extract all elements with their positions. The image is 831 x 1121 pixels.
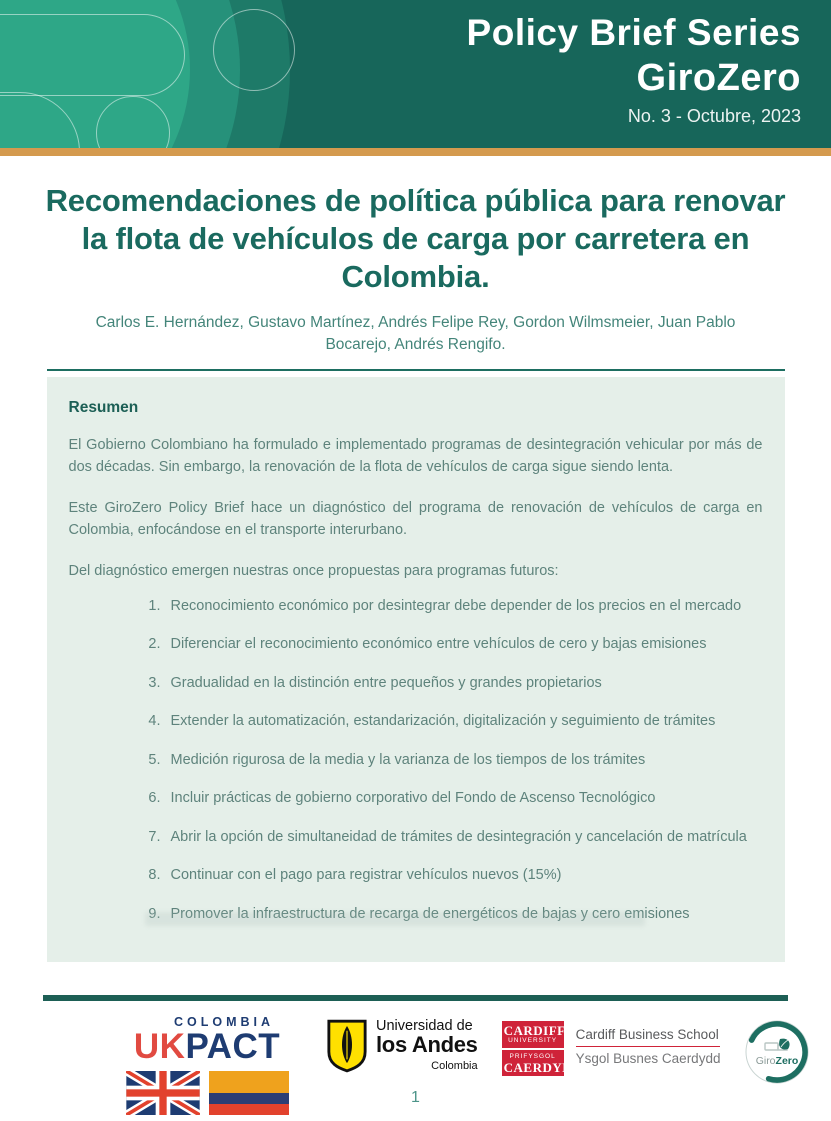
header-decor-outline-circle <box>213 9 295 91</box>
cardiff-crest-line4: CAERDYDD <box>503 1060 583 1076</box>
proposal-item: 6. Incluir prácticas de gobierno corporativo del Fondo de Ascenso Tecnológico <box>165 788 763 808</box>
series-title: Policy Brief Series <box>466 12 801 53</box>
cardiff-crest-top <box>502 1021 564 1047</box>
summary-heading: Resumen <box>68 398 139 416</box>
spacer <box>0 962 831 995</box>
ukpact-uk-text: UK <box>133 1027 186 1067</box>
uniandes-line1: Universidad de <box>376 1018 473 1035</box>
uniandes-line2: los Andes <box>376 1032 478 1058</box>
header-banner <box>0 0 831 148</box>
proposal-item: 8. Continuar con el pago para registrar vehículos nuevos (15%) <box>165 865 763 885</box>
proposal-item: 1. Reconocimiento económico por desintegrar debe depender de los precios en el mercado <box>165 596 763 616</box>
faded-cutoff-text-remnant <box>145 912 645 926</box>
svg-text:GiroZero <box>756 1055 799 1067</box>
uniandes-line3: Colombia <box>431 1059 478 1072</box>
title-section <box>0 156 831 356</box>
uniandes-shield-icon <box>326 1019 368 1073</box>
issue-date: No. 3 - Octubre, 2023 <box>627 106 801 127</box>
title-divider <box>47 369 785 371</box>
ukpact-country-label: COLOMBIA <box>173 1015 275 1030</box>
girozero-zero-text: Zero <box>776 1055 799 1068</box>
summary-paragraph: Este GiroZero Policy Brief hace un diagnóstico del programa de renovación de vehículos de carga en Colombia, enfocándose en el transporte interurbano. <box>68 499 763 538</box>
proposal-item: 9. Promover la infraestructura de recarga de energéticos de bajas y cero emisiones <box>165 904 763 924</box>
page-number: 1 <box>411 1089 420 1107</box>
cardiff-logo <box>502 1015 721 1076</box>
girozero-logo <box>744 1015 810 1090</box>
cardiff-crest-line3: PRIFYSGOL <box>509 1052 556 1060</box>
cardiff-crest <box>502 1021 583 1076</box>
girozero-giro-text: Giro <box>756 1055 777 1068</box>
brand-title: GiroZero <box>636 56 801 99</box>
cardiff-crest-line2: UNIVERSITY <box>508 1037 558 1045</box>
girozero-roundel-icon <box>744 1019 810 1085</box>
ukpact-pact-text: PACT <box>185 1027 281 1067</box>
cardiff-school-text <box>576 1021 721 1066</box>
proposal-item: 3. Gradualidad en la distinción entre pequeños y grandes propietarios <box>165 673 763 693</box>
summary-box <box>47 377 785 963</box>
authors-line: Carlos E. Hernández, Gustavo Martínez, Andrés Felipe Rey, Gordon Wilmsmeier, Juan Pablo Bocarejo, Andrés Rengifo. <box>95 314 736 354</box>
uniandes-text <box>376 1019 478 1071</box>
summary-paragraph: Del diagnóstico emergen nuestras once propuestas para programas futuros: <box>68 562 559 579</box>
proposal-item: 7. Abrir la opción de simultaneidad de trámites de desintegración y cancelación de matrícula <box>165 827 763 847</box>
cardiff-crest-line1: CARDIFF <box>503 1023 566 1039</box>
proposals-list <box>69 596 763 924</box>
orange-divider <box>0 148 831 156</box>
uniandes-logo <box>326 1015 478 1073</box>
proposal-item: 2. Diferenciar el reconocimiento económico entre vehículos de cero y bajas emisiones <box>165 634 763 654</box>
summary-paragraph: El Gobierno Colombiano ha formulado e implementado programas de desintegración vehicular por más de dos décadas. Sin embargo, la renovación de la flota de vehículos de carga sigue siendo lenta. <box>68 436 763 475</box>
page-title: Recomendaciones de política pública para renovar la flota de vehículos de carga por carretera en Colombia. <box>45 183 786 294</box>
cardiff-school-en: Cardiff Business School <box>576 1027 721 1047</box>
header-decor-outline-stadium <box>0 14 185 96</box>
banner-text-block <box>467 12 801 127</box>
cardiff-school-cy: Ysgol Busnes Caerdydd <box>575 1051 721 1067</box>
footer <box>0 1001 831 1121</box>
proposal-item: 4. Extender la automatización, estandarización, digitalización y seguimiento de trámites <box>165 711 763 731</box>
ukpact-wordmark <box>112 1029 302 1066</box>
cardiff-crest-bottom <box>502 1050 583 1076</box>
proposal-item: 5. Medición rigurosa de la media y la varianza de los tiempos de los trámites <box>165 750 763 770</box>
